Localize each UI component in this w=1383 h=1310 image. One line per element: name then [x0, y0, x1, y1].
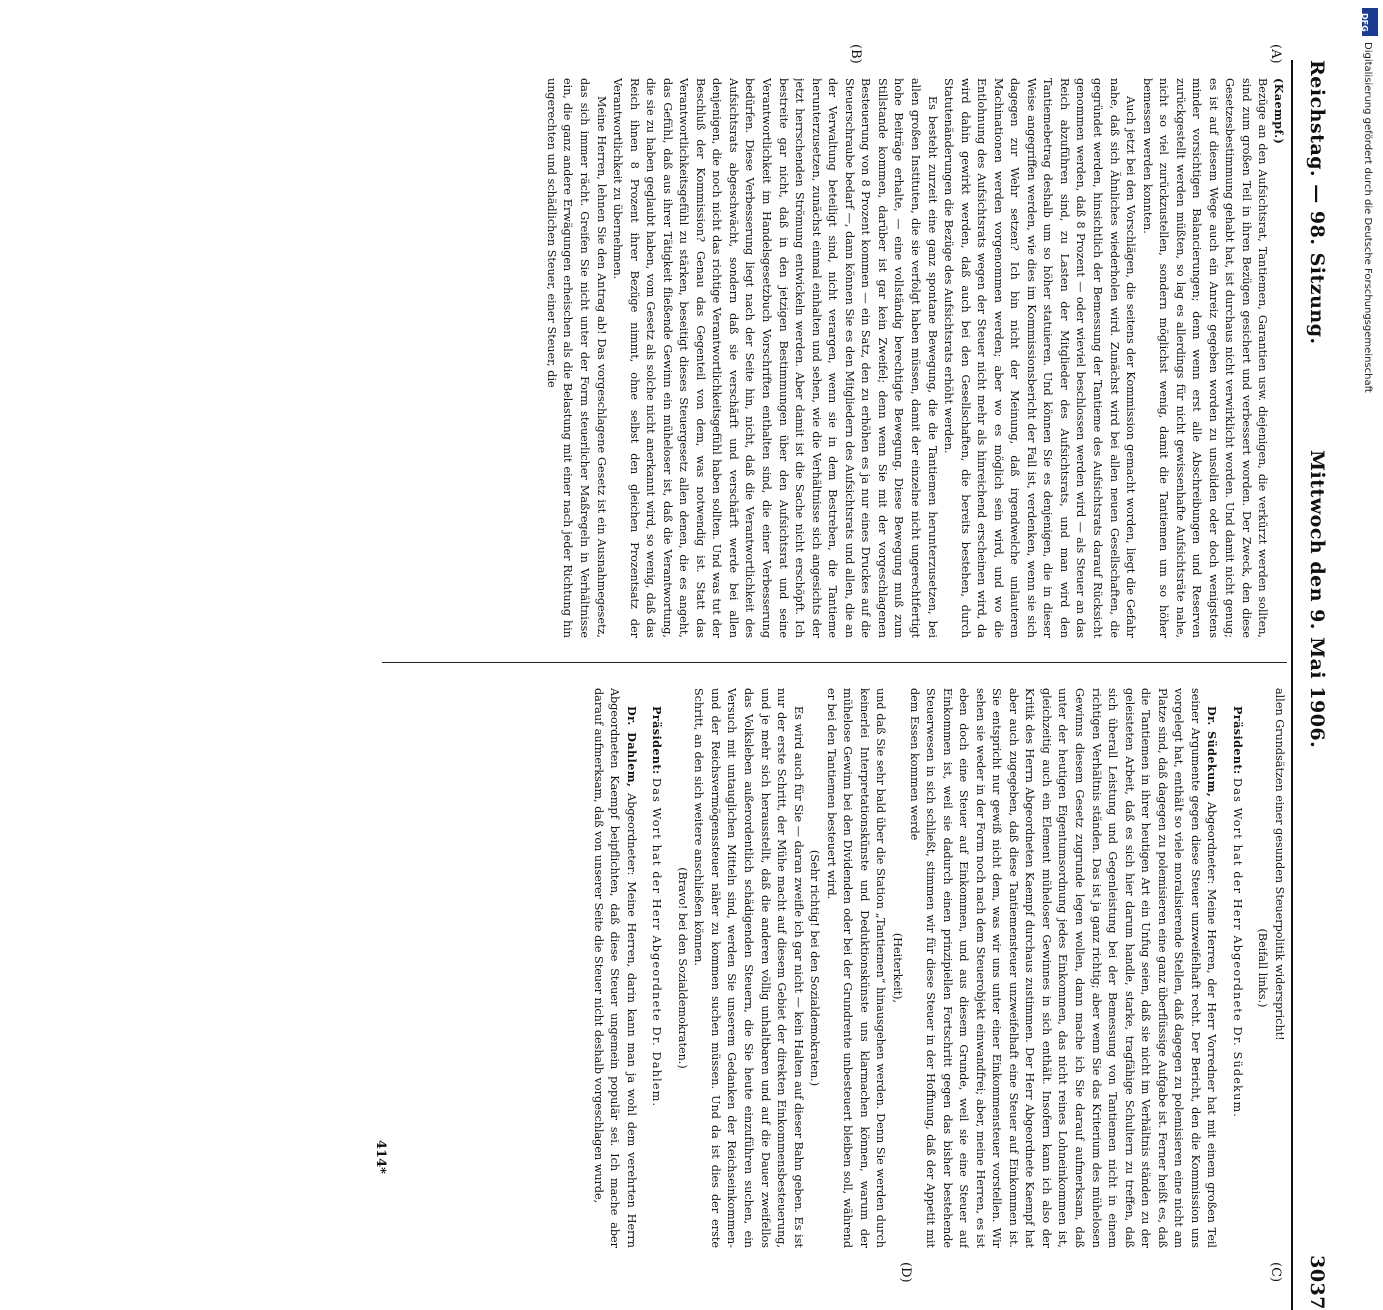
president-label: Präsident:: [1230, 706, 1245, 775]
paragraph: Bezüge an den Aufsichtsrat, Tantiemen, Garantien usw. diejenigen, die verkürzt werden sollten, sind zum großen Teil in ihren Bezügen gesichert und verbessert worden. Der Zweck, den diese Gesetzesbestimmung gehabt hat, ist durchaus nicht verwirklicht worden. Und damit nicht genug; es ist auf diesem Wege auch ein Anreiz gegeben worden zu unsoliden oder doch wenigstens minder vorsichtigen Balancierungen; denn wenn erst alle Abschreibungen und Reserven zurückgestellt werden müßten, so lag es allerdings für nicht gewissenhafte Aufsichtsräte nahe, nicht so viel zurückzustellen, sondern möglichst wenig, damit die Tantiemen um so höher bemessen werden konnten.: [1140, 78, 1270, 638]
paragraph: und daß Sie sehr bald über die Station „Tantiemen“ hinausgehen werden. Denn Sie werden durch keinerlei Interpretationskünste und Deduktionskünste uns klarmachen können, warum der mühelose Gewinn bei den Dividenden oder bei der Grundrente unbesteuert bleiben soll, während er bei den Tantiemen besteuert wird.: [824, 688, 888, 1248]
dfg-logo-icon: DFG: [1362, 8, 1378, 36]
applause-note: (Bravo! bei den Sozialdemokraten.): [675, 867, 689, 1069]
paragraph: Auch jetzt bei den Vorschlägen, die seitens der Kommission gemacht worden, liegt die Gefahr nahe, daß sich Ähnliches wiederholen wird. Zunächst wird bei allen neuen Gesellschaften, die gegründet werden, hinsichtlich der Bemessung der Tantieme des Aufsichtsrats darauf Rücksicht genommen werden, daß 8 Prozent — oder wieviel beschlossen werden wird — als Steuer an das Reich abzuführen sind, zu Lasten der Mitglieder des Aufsichtsrats, und man wird den Tantiemebetrag deshalb um so höher statuieren. Und können Sie es denjenigen, die in dieser Weise angegriffen werden, wie dies im Kommissionsbericht der Fall ist, verdenken, wenn sie sich dagegen zur Wehr setzen? Ich bin nicht der Meinung, daß irgendwelche unlauteren Machinationen werden vorgenommen werden; aber wo es möglich sein wird, und wo die Entlohnung des Aufsichtsrats wegen der Steuer nicht mehr als hinreichend erscheinen wird, da wird dahin gewirkt werden, daß auch bei den Gesellschaften, die bereits bestehen, durch Statutenänderungen die Bezüge des Aufsichtsrats erhöht werden.: [942, 78, 1138, 638]
interjection-note: (Sehr richtig! bei den Sozialdemokraten.): [808, 849, 822, 1087]
paragraph: Meine Herren, darin kann man ja wohl dem verehrten Herrn Abgeordneten Kaempf beipflichten, daß diese Steuer ungemein populär sei. Ich mache aber darauf aufmerksam, daß von unserer Seite die Steuer nicht deshalb vorgeschlagen wurde,: [591, 688, 638, 1248]
speaker-role: Abgeordneter:: [624, 793, 638, 876]
president-label: Präsident:: [650, 706, 665, 775]
speaker-name: Dr. Südekum,: [1205, 706, 1220, 798]
paragraph: Es besteht zurzeit eine ganz spontane Bewegung, die die Tantiemen herunterzusetzen, bei allen großen Instituten, die sie verfolgt haben müssen, damit der einzelne nicht ungerechtfertigt hohe Beiträge erhalte, — eine vollständig berechtigte Bewegung. Diese Bewegung muß zum Stillstande kommen, darüber ist gar kein Zweifel; denn wenn Sie mit der vorgeschlagenen Besteuerung von 8 Prozent kommen — ein Satz, den zu erhöhen es ja nur eines Druckes auf die Steuerschraube bedarf —, dann können Sie es den Mitgliedern des Aufsichtsrats und allen, die an der Verwaltung beteiligt sind, nicht verargen, wenn sie in dem Bestreben, die Tantieme herunterzusetzen, zunächst einmal einhalten und sehen, wie die Verhältnisse sich angesichts der jetzt herrschenden Strömung entwickeln werden. Aber damit ist die Sache nicht erschöpft. Ich bestreite gar nicht, daß in den jetzigen Bestimmungen über den Aufsichtsrat und seine Verantwortlichkeit im Handelsgesetzbuch Vorschriften enthalten sind, die einer Verbesserung bedürfen. Diese Verbesserung liegt nach der Seite hin, nicht, daß die Verantwortlichkeit des Aufsichtsrats abgeschwächt, sondern daß sie verschärft und verschärft werde bei allen denjenigen, die noch nicht das richtige Verantwortlichkeitsgefühl haben sollten. Und was tut der Beschluß der Kommission? Genau das Gegenteil von dem, was notwendig ist. Statt das Verantwortlichkeitsgefühl zu stärken, beseitigt dieses Steuergesetz allen denen, die es angeht, das Gefühl, daß aus ihrer Tätigkeit fließende Gewinn ein müheloser ist, daß die Verantwortung, die sie zu haben geglaubt haben, vom Gesetz als solche nicht anerkannt wird, so wenig, daß das Reich ihnen 8 Prozent ihrer Bezüge nimmt, ohne selbst den gleichen Prozentsatz der Verantwortlichkeit zu übernehmen.: [611, 78, 939, 638]
header-date: Mittwoch den 9. Mai 1906.: [1306, 450, 1328, 749]
speaker-role: Abgeordneter:: [1205, 801, 1219, 885]
applause-note: (Beifall links.): [1256, 928, 1270, 1008]
header-rule: [1291, 60, 1293, 1310]
digitization-credit: [1361, 8, 1379, 968]
president-statement: Das Wort hat der Herr Abgeordnete Dr. Dahlem.: [650, 778, 664, 1108]
margin-marker-b: (B): [848, 44, 863, 64]
right-column: [387, 688, 1287, 1248]
paragraph: Meine Herren, der Herr Vorredner hat mit einem großen Teil seiner Argumente gegen diese Steuer unzweifelhaft recht. Der Bericht, den die Kommission uns vorgelegt hat, enthält so viele moralisierende Stellen, daß dagegen zu polemisieren eine nicht am Platze sind, daß dagegen zu polemisieren eine ganz überflüssige Aufgabe ist. Ferner heißt es, daß die Tantiemen in ihrer heutigen Art ein Unfug seien, daß sie nicht im Verhältnis ständen zu der geleisteten Arbeit, daß es sich hier darum handle, starke, tragfähige Schultern zu treffen, daß sich überall Leistung und Gegenleistung bei der Bemessung von Tantiemen nicht in einem richtigen Verhältnis ständen. Das ist ja ganz richtig; aber wenn Sie das Kriterium des mühelosen Gewinns diesem Gesetz zugrunde legen wollen, dann mache ich Sie darauf aufmerksam, daß unter der heutigen Eigentumsordnung jedes Einkommen, das nicht reines Lohneinkommen ist, gleichzeitig auch ein Element müheloser Gewinnes in sich enthält. Insofern kann ich also der Kritik des Herrn Abgeordneten Kaempf durchaus zustimmen. Der Herr Abgeordnete Kaempf hat aber auch zugegeben, daß diese Tantiemensteuer unzweifelhaft eine Steuer auf Einkommen ist. Sie entspricht nur gewiß nicht dem, was wir uns unter einer Einkommensteuer vorstellen. Wir sehen sie weder in der Form noch nach dem Steuerobjekt einwandfrei; aber, meine Herren, es ist eben doch eine Steuer auf Einkommen, und aus diesem Grunde, weil sie eine Steuer auf Einkommen ist, weil sie dadurch einen prinzipiellen Fortschritt gegen das bisher bestehende Steuerwesen in sich schließt, stimmen wir für diese Steuer in der Hoffnung, daß der Appetit mit dem Essen kommen werde: [907, 688, 1219, 1248]
paragraph: Es wird auch für Sie — daran zweifle ich gar nicht — kein Halten auf dieser Bahn geben. Es ist nur der erste Schritt, der Mühe macht auf diesem Gebiet der direkten Einkommensbesteuerung, und je mehr sich herausstellt, daß die anderen völlig unhaltbaren und auf die Dauer zweifellos das Volksleben außerordentlich schädigenden Steuern, die Sie heute einzuführen suchen, ein Versuch mit untauglichen Mitteln sind, werden Sie unserem Gedanken der Reichseinkommen- und der Reichsvermögenssteuer näher zu kommen suchen müssen. Und da ist dies der erste Schritt, an den sich weitere anschließen können.: [692, 688, 805, 1248]
paragraph: allen Grundsätzen einer gesunden Steuerpolitik widerspricht!: [1273, 688, 1286, 1041]
paragraph: Meine Herren, lehnen Sie den Antrag ab! Das vorgeschlagene Gesetz ist ein Ausnahmegesetz, das sich immer rächt. Greifen Sie nicht unter der Form steuerlicher Maßregeln in Verhältnisse ein, die ganz andere Erwägungen erheischen als die Belastung mit einer nach jeder Richtung hin ungerechten und schädlichen Steuer, einer Steuer, die: [544, 78, 608, 638]
margin-marker-a: (A): [1268, 44, 1283, 64]
laughter-note: (Heiterkeit),: [890, 932, 904, 1004]
left-column: [387, 78, 1287, 638]
president-statement: Das Wort hat der Herr Abgeordnete Dr. Südekum.: [1230, 778, 1244, 1119]
margin-marker-d: (D): [898, 1262, 913, 1283]
header-session: Reichstag. — 98. Sitzung.: [1306, 60, 1328, 345]
page-header: [1294, 60, 1328, 1310]
credit-text: Digitalisierung gefördert durch die Deutsche Forschungsgemeinschaft: [1362, 42, 1373, 393]
speaker-reference: (Kaempf.): [1272, 78, 1286, 145]
column-divider: [382, 662, 1287, 663]
signature-number: 414*: [373, 1140, 388, 1174]
header-page-number: 3037: [1306, 1255, 1328, 1310]
speaker-name: Dr. Dahlem,: [624, 706, 639, 788]
margin-marker-c: (C): [1268, 1262, 1283, 1283]
